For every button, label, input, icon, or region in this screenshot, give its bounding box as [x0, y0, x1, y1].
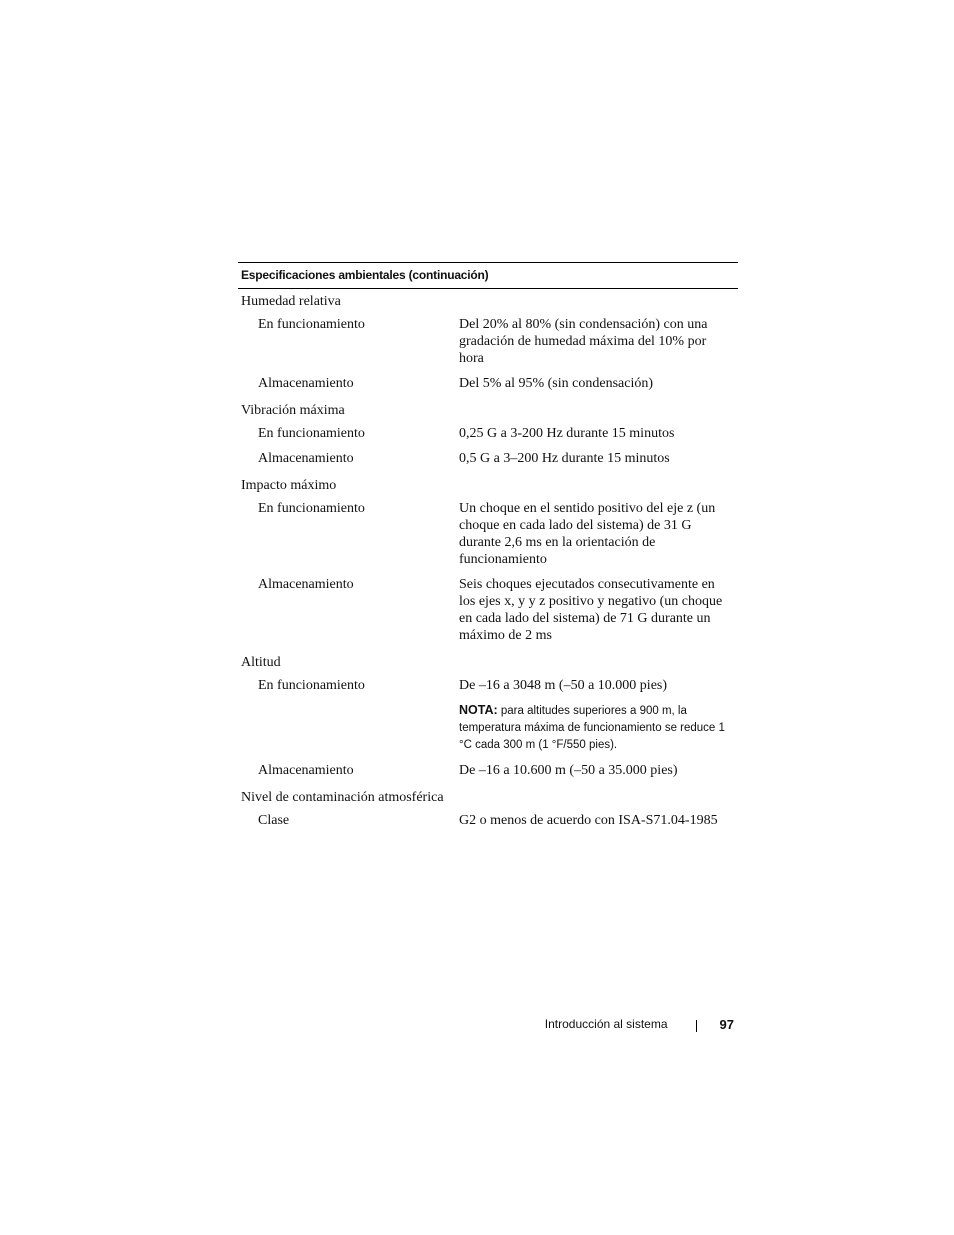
- spec-row: [238, 500, 738, 576]
- row-value: Del 5% al 95% (sin condensación): [459, 376, 653, 391]
- footer-divider: [696, 1020, 697, 1032]
- row-value: Seis choques ejecutados consecutivamente en los ejes x, y y z positivo y negativo (un choque en cada lado del sistema) de 71 G durante un máximo de 2 ms: [459, 577, 723, 643]
- row-label: Almacenamiento: [258, 451, 354, 466]
- table-title: Especificaciones ambientales (continuación): [241, 268, 489, 282]
- note-text: para altitudes superiores a 900 m, la temperatura máxima de funcionamiento se reduce 1 °C cada 300 m (1 °F/550 pies).: [459, 705, 725, 751]
- row-label: En funcionamiento: [258, 317, 365, 332]
- note: [459, 702, 731, 754]
- footer-section-title: Introducción al sistema: [544, 1017, 668, 1031]
- group-label: Nivel de contaminación atmosférica: [241, 790, 444, 805]
- row-label: Almacenamiento: [258, 763, 354, 778]
- spec-row: [238, 450, 738, 475]
- row-value: 0,25 G a 3-200 Hz durante 15 minutos: [459, 426, 675, 441]
- spec-row: [238, 425, 738, 450]
- spec-group-altitude: [238, 652, 738, 787]
- group-label: Vibración máxima: [241, 403, 345, 418]
- row-value: De –16 a 10.600 m (–50 a 35.000 pies): [459, 763, 678, 778]
- spec-table: [238, 262, 738, 837]
- row-value-cell: [459, 677, 731, 754]
- row-value: Un choque en el sentido positivo del eje z (un choque en cada lado del sistema) de 31 G durante 2,6 ms en la orientación de funcionamiento: [459, 501, 716, 567]
- spec-group-humidity: [238, 291, 738, 400]
- row-value: De –16 a 3048 m (–50 a 10.000 pies): [459, 678, 668, 693]
- group-label: Impacto máximo: [241, 478, 337, 493]
- spec-group-vibration: [238, 400, 738, 475]
- row-value: 0,5 G a 3–200 Hz durante 15 minutos: [459, 451, 670, 466]
- spec-row: [238, 316, 738, 375]
- group-label: Altitud: [241, 655, 281, 670]
- table-header: [238, 262, 738, 289]
- spec-row: [238, 812, 738, 837]
- group-label: Humedad relativa: [241, 294, 341, 309]
- spec-group-shock: [238, 475, 738, 652]
- row-value: Del 20% al 80% (sin condensación) con una gradación de humedad máxima del 10% por hora: [459, 317, 708, 366]
- row-label: Almacenamiento: [258, 376, 354, 391]
- row-label: En funcionamiento: [258, 501, 365, 516]
- row-label: En funcionamiento: [258, 678, 365, 693]
- page-number: 97: [719, 1016, 734, 1032]
- row-value: G2 o menos de acuerdo con ISA-S71.04-1985: [459, 813, 718, 828]
- spec-row: [238, 375, 738, 400]
- row-label: Clase: [258, 813, 290, 828]
- spec-row: [238, 677, 738, 762]
- row-label: En funcionamiento: [258, 426, 365, 441]
- spec-group-contamination: [238, 787, 738, 837]
- spec-row: [238, 762, 738, 787]
- note-label: NOTA:: [459, 703, 498, 717]
- spec-table-body: [238, 289, 738, 837]
- spec-row: [238, 576, 738, 652]
- row-label: Almacenamiento: [258, 577, 354, 592]
- page-footer: [545, 1014, 734, 1034]
